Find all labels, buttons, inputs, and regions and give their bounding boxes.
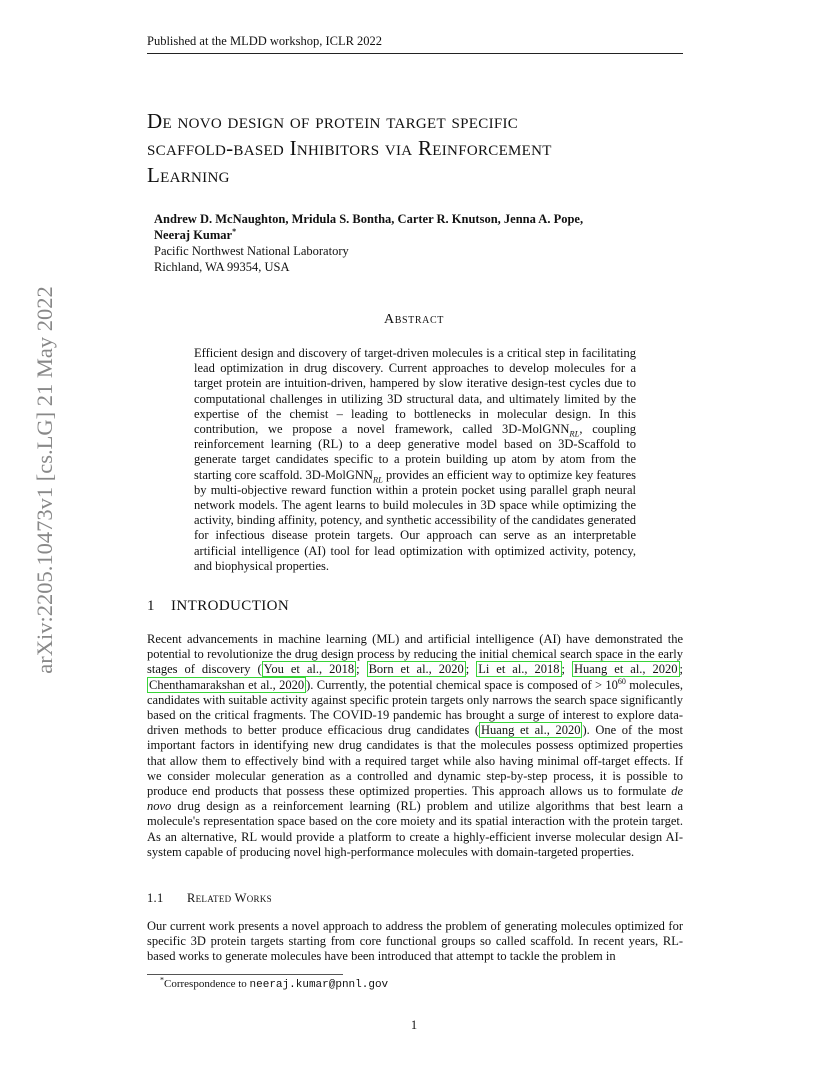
introduction-paragraph: Recent advancements in machine learning (ML) and artificial intelligence (AI) have demonstrated the potential to revolutionize the drug design process by reducing the initial chemical search space in the early stages of discovery ( You et al., 2018 ; Born et al., 2020 ; Li et al., 2018 ; Huang et al., 2020 ; Chenthamarakshan et al., 2020 ). Currently, the potential chemical space is composed of > $10^{60}$ molecules, candidates with suitable activity against specific protein targets only narrows the search space significantly based on the critical fragments. The COVID-19 pandemic has brought a surge of interest to explore data-driven methods to better produce efficacious drug candidates ( Huang et al., 2020 ). One of the most important factors in identifying new drug candidates is that the molecules possess optimized properties that allow them to effectively bind with a required target while also having minimal off-target effects. If we consider molecular generation as a controlled and dynamic step-by-step process, it is possible to produce end products that possess these optimized properties. This approach allows us to formulate de novo drug design as a reinforcement learning (RL) problem and utilize algorithms that best learn a molecule's representation space based on the core moiety and its spatial interaction with the protein target. As an alternative, RL would provide a platform to create a highly-efficient inverse molecular design AI-system capable of producing novel high-performance molecules with domain-targeted properties.	[147, 632, 683, 859]
title-line-3: Learning	[147, 163, 230, 187]
header-rule	[147, 53, 683, 54]
model-name: 3D-MolGNN	[305, 467, 373, 482]
email-link[interactable]: neeraj.kumar@pnnl.gov	[249, 979, 389, 991]
intro-text-2: ). Currently, the potential chemical space is composed of > 10	[306, 677, 618, 692]
section-title: INTRODUCTION	[171, 598, 290, 614]
section-number: 1	[147, 598, 155, 614]
intro-text-3: molecules, candidates with suitable activity against specific protein targets only narrows the search space significantly based on the critical fragments. The COVID-19 pandemic has brought a surge of interest to explore data-driven methods to better produce efficacious drug candidates (	[147, 677, 683, 738]
author-block	[154, 211, 634, 275]
citation-link[interactable]: Born et al., 2020	[368, 662, 464, 677]
citation-link[interactable]: Li et al., 2018	[478, 662, 560, 677]
correspondence-marker[interactable]: *	[232, 226, 237, 236]
abstract-text-3: provides an efficient way to optimize key features by multi-objective reward function within a protein pocket using parallel graph neural network models. The agent learns to build molecules in 3D space while optimizing the activity, binding affinity, potency, and synthetic accessibility of the candidates generated for infectious disease protein targets. Our approach can serve as an interpretable artificial intelligence (AI) tool for lead optimization with optimized activity, potency, and biophysical properties.	[194, 467, 636, 573]
exponent: 60	[617, 676, 626, 686]
section-heading-introduction	[147, 598, 683, 615]
footnote-marker: *	[160, 975, 164, 985]
page-number: 1	[410, 1018, 418, 1032]
intro-text-5: drug design as a reinforcement learning (RL) problem and utilize algorithms that best learn a molecule's representation space based on the core moiety and its spatial interaction with the protein target. As an alternative, RL would provide a platform to create a highly-efficient inverse molecular design AI-system capable of producing novel high-performance molecules with domain-targeted properties.	[147, 799, 683, 859]
author-names-line-1: Andrew D. McNaughton, Mridula S. Bontha, Carter R. Knutson, Jenna A. Pope,	[154, 212, 584, 226]
running-header: Published at the MLDD workshop, ICLR 2022	[147, 34, 383, 48]
emphasis-de-novo: de novo	[147, 784, 683, 814]
intro-text-4: ). One of the most important factors in identifying new drug candidates is that the molecules possess optimized properties that allow them to effectively bind with a required target while also having minimal off-target effects. If we consider molecular generation as a controlled and dynamic step-by-step process, it is possible to produce end products that possess these optimized properties. This approach allows us to formulate	[147, 723, 683, 799]
related-works-text: Our current work presents a novel approach to address the problem of generating molecules optimized for specific 3D protein targets starting from core functional groups so called scaffold. In recent years, RL-based works to generate molecules have been introduced that attempt to tackle the problem in	[147, 919, 683, 964]
title-line-2: scaffold-based Inhibitors via Reinforcement	[147, 136, 552, 160]
model-name: 3D-MolGNN	[502, 422, 570, 437]
title-line-1: De novo design of protein target specific	[147, 109, 519, 133]
subsection-title: Related Works	[187, 891, 272, 905]
subsection-number: 1.1	[147, 891, 164, 905]
footnote-rule	[147, 974, 343, 975]
author-name-corresponding: Neeraj Kumar	[154, 228, 233, 242]
abstract-body	[194, 346, 636, 574]
footnote	[160, 977, 640, 992]
abstract-heading: Abstract	[384, 312, 444, 327]
address: Richland, WA 99354, USA	[154, 260, 290, 274]
abstract-text-2: , coupling reinforcement learning (RL) to a deep generative model based on 3D-Scaffold to generate target candidates specific to a protein building up atom by atom from the starting core scaffold.	[194, 422, 636, 482]
related-works-paragraph	[147, 919, 683, 965]
paper-title	[147, 108, 687, 189]
intro-text-1: Recent advancements in machine learning (ML) and artificial intelligence (AI) have demonstrated the potential to revolutionize the drug design process by reducing the initial chemical search space in the early stages of discovery (	[147, 632, 683, 677]
citation-link[interactable]: Huang et al., 2020	[481, 723, 581, 738]
footnote-text: Correspondence to	[164, 978, 250, 990]
abstract-text-1: Efficient design and discovery of target-driven molecules is a critical step in facilitating lead optimization in drug discovery. Current approaches to develop molecules for a target protein are intuition-driven, hampered by slow iterative design-test cycles due to computational challenges in utilizing 3D structural data, and ultimately limited by the expertise of the chemist – leading to bottlenecks in molecular design. In this contribution, we propose a novel framework, called	[194, 346, 636, 437]
model-subscript: RL	[569, 428, 580, 439]
citation-link[interactable]: You et al., 2018	[263, 662, 355, 677]
citation-link[interactable]: Huang et al., 2020	[573, 662, 678, 677]
affiliation: Pacific Northwest National Laboratory	[154, 244, 349, 258]
author-names-line-2	[154, 227, 634, 243]
subsection-heading-related-works	[147, 891, 683, 906]
citation-link[interactable]: Chenthamarakshan et al., 2020	[149, 677, 305, 692]
model-subscript: RL	[372, 474, 383, 485]
arxiv-identifier[interactable]: arXiv:2205.10473v1 [cs.LG] 21 May 2022	[32, 286, 57, 674]
